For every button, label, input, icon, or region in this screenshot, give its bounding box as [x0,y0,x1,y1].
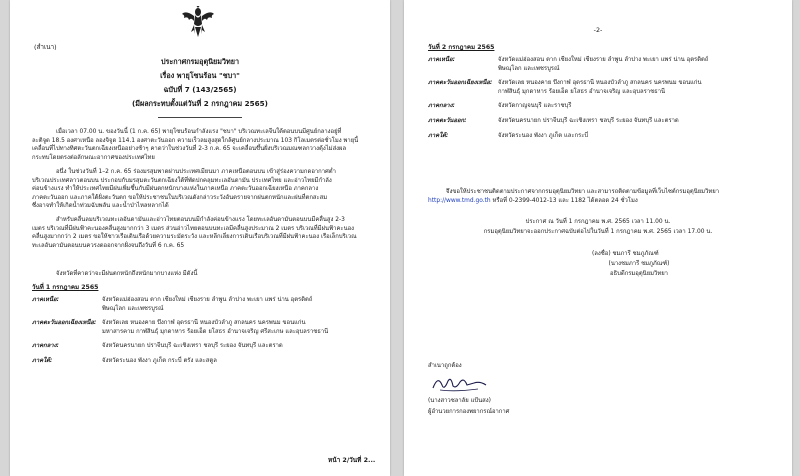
next-issue-note: กรมอุตุนิยมวิทยาจะออกประกาศฉบับต่อไปในวันที่ 1 กรกฎาคม พ.ศ. 2565 เวลา 17.00 น. [483,229,713,235]
region-label: ภาคกลาง: [32,343,59,350]
day-header: วันที่ 2 กรกฎาคม 2565 [428,44,495,51]
paragraph-storm-info: เมื่อเวลา 07.00 น. ของวันนี้ (1 ก.ค. 65) พายุโซนร้อนกำลังแรง "ชบา" บริเวณทะเลจีนใต้ตอนบนมีศูนย์กลางอยู่ที่ ละติจูด 18.5 องศาเหนือ ลองจิจูด 114.1 องศาตะวันออก ความเร็วลมสูงสุดใกล้ศูนย์กลางประมาณ 103 กิโลเมตรต่อชั่วโมง พายุนี้ เคลื่อนที่ไปทางทิศตะวันตกเฉียงเหนืออย่างช้าๆ คาดว่าในช่วงวันที่ 2-3 ก.ค. 65 จะเคลื่อนขึ้นฝั่งบริเวณมณฑลกวางตุ้งไม่ส่งผล กระทบโดยตรงต่อลักษณะอากาศของประเทศไทย [32,129,359,161]
region-row: ภาคกลาง: จังหวัดนครนายก ปราจีนบุรี ฉะเชิงเทรา ชลบุรี ระยอง จันทบุรี และตราด [32,343,283,350]
region-row: ภาคตะวันออกเฉียงเหนือ: จังหวัดเลย หนองคาย บึงกาฬ อุดรธานี หนองบัวลำภู สกลนคร นครพนม ขอนแก่น กาฬสินธุ์ มุกดาหาร ร้อยเอ็ด ยโสธร อำนาจเจริญ และอุบลราชธานี [428,80,702,95]
region-row: ภาคใต้: จังหวัดระนอง พังงา ภูเก็ต กระบี่ ตรัง และสตูล [32,357,217,364]
contact-paragraph: จึงขอให้ประชาชนติดตามประกาศจากกรมอุตุนิยมวิทยา และสามารถติดตามข้อมูลที่เว็บไซต์กรมอุตุนิยมวิทยา http://www.tmd.go.th หรือที่ 0-2399-4012-13 และ 1182 ได้ตลอด 24 ชั่วโมง [428,189,720,204]
issue-number: ฉบับที่ 7 (143/2565) [163,85,237,94]
region-row: ภาคกลาง: จังหวัดกาญจนบุรี และราชบุรี [428,103,572,110]
announcement-title: ประกาศกรมอุตุนิยมวิทยา [160,57,240,66]
region-row: ภาคเหนือ: จังหวัดแม่ฮ่องสอน ตาก เชียงใหม่ เชียงราย ลำพูน ลำปาง พะเยา แพร่ น่าน อุตรดิตถ์ พิษณุโลก และเพชรบูรณ์ [32,297,313,312]
region-row: ภาคใต้: จังหวัดระนอง พังงา ภูเก็ต และกระบี่ [428,132,589,139]
region-label: ภาคเหนือ: [428,57,455,63]
document-page-2 [404,0,792,476]
region-row: ภาคตะวันออกเฉียงเหนือ: จังหวัดเลย หนองคาย บึงกาฬ อุดรธานี หนองบัวลำภู สกลนคร นครพนม ขอนแก่น มหาสารคาม กาฬสินธุ์ มุกดาหาร ร้อยเอ็ด ยโสธร อำนาจเจริญ ศรีสะเกษ และอุบลราชธานี [32,320,329,335]
copy-label: (สำเนา) [34,43,57,51]
paragraph-monsoon: อนึ่ง ในช่วงวันที่ 1–2 ก.ค. 65 ร่องมรสุมพาดผ่านประเทศเมียนมา ภาคเหนือตอนบน เข้าสู่ร่องความกดอากาศต่ำ บริเวณประเทศลาวตอนบน ประกอบกับมรสุมตะวันตกเฉียงใต้ที่พัดปกคลุมทะเลอันดามัน ประเทศไทย และอ่าวไทยมีกำลัง ค่อนข้างแรง ทำให้ประเทศไทยมีฝนเพิ่มขึ้นกับมีฝนตกหนักบางแห่งในภาคเหนือ ภาคตะวันออกเฉียงเหนือ ภาคกลาง ภาคตะวันออก และภาคใต้ฝั่งตะวันตก ขอให้ประชาชนในบริเวณดังกล่าวระวังอันตรายจากฝนตกหนักและฝนที่ตกสะสม ซึ่งอาจทำให้เกิดน้ำท่วมฉับพลัน และน้ำป่าไหลหลากได้ [32,169,336,210]
region-list-day2 [428,56,780,140]
title-divider [158,117,242,118]
announced-date: ประกาศ ณ วันที่ 1 กรกฎาคม พ.ศ. 2565 เวลา 11.00 น. [525,219,671,225]
garuda-emblem-icon [181,6,215,38]
region-label: ภาคตะวันออก: [428,117,467,124]
region-row: ภาคตะวันออก: จังหวัดนครนายก ปราจีนบุรี ฉะเชิงเทรา ชลบุรี ระยอง จันทบุรี และตราด [428,117,679,124]
region-label: ภาคตะวันออกเฉียงเหนือ: [32,320,97,327]
website-link[interactable]: http://www.tmd.go.th [428,197,491,204]
handwritten-signature [430,373,490,395]
region-label: ภาคใต้: [428,132,449,139]
region-label: ภาคใต้: [32,357,53,364]
document-page-1 [10,0,390,476]
page-number: -2- [593,26,603,34]
signed-line: (ลงชื่อ) ชมภารี ชมภูภัณฑ์ [592,251,659,257]
region-label: ภาคกลาง: [428,103,455,110]
certifier-name: (นางสาวชลาลัย แป้นสง) [428,398,491,404]
region-label: ภาคเหนือ: [32,297,59,303]
signer-title: อธิบดีกรมอุตุนิยมวิทยา [610,271,668,277]
province-list-intro: จังหวัดที่คาดว่าจะมีฝนตกหนักถึงหนักมากบางแห่ง มีดังนี้ [56,271,198,277]
paragraph-sea-conditions: สำหรับคลื่นลมบริเวณทะเลอันดามันและอ่าวไทยตอนบนมีกำลังค่อนข้างแรง โดยทะเลอันดามันตอนบนมีคลื่นสูง 2-3 เมตร บริเวณที่มีฝนฟ้าคะนองคลื่นสูงมากกว่า 3 เมตร ส่วนอ่าวไทยตอนบนทะเลมีคลื่นสูงประมาณ 2 เมตร บริเวณที่มีฝนฟ้าคะนอง คลื่นสูงมากกว่า 2 เมตร ขอให้ชาวเรือเดินเรือด้วยความระมัดระวัง และหลีกเลี่ยงการเดินเรือบริเวณที่มีฝนฟ้าคะนอง เรือเล็กบริเวณ ทะเลอันดามันตอนบนควรงดออกจากฝั่งจนถึงวันที่ 6 ก.ค. 65 [32,217,357,249]
region-row: ภาคเหนือ: จังหวัดแม่ฮ่องสอน ตาก เชียงใหม่ เชียงราย ลำพูน ลำปาง พะเยา แพร่ น่าน อุตรดิตถ์ พิษณุโลก และเพชรบูรณ์ [428,57,709,72]
region-list-day1 [32,296,377,366]
certified-copy-label: สำเนาถูกต้อง [428,363,462,369]
day-header: วันที่ 1 กรกฎาคม 2565 [32,284,99,291]
certifier-title: ผู้อำนวยการกองพยากรณ์อากาศ [428,409,510,415]
signer-name: (นางชมภารี ชมภูภัณฑ์) [608,261,670,267]
page-continuation: หน้า 2/วันที่ 2... [328,456,376,464]
announcement-subject: เรื่อง พายุโซนร้อน "ชบา" [160,71,240,80]
validity-note: (มีผลกระทบตั้งแต่วันที่ 2 กรกฎาคม 2565) [132,99,268,108]
region-label: ภาคตะวันออกเฉียงเหนือ: [428,80,493,87]
